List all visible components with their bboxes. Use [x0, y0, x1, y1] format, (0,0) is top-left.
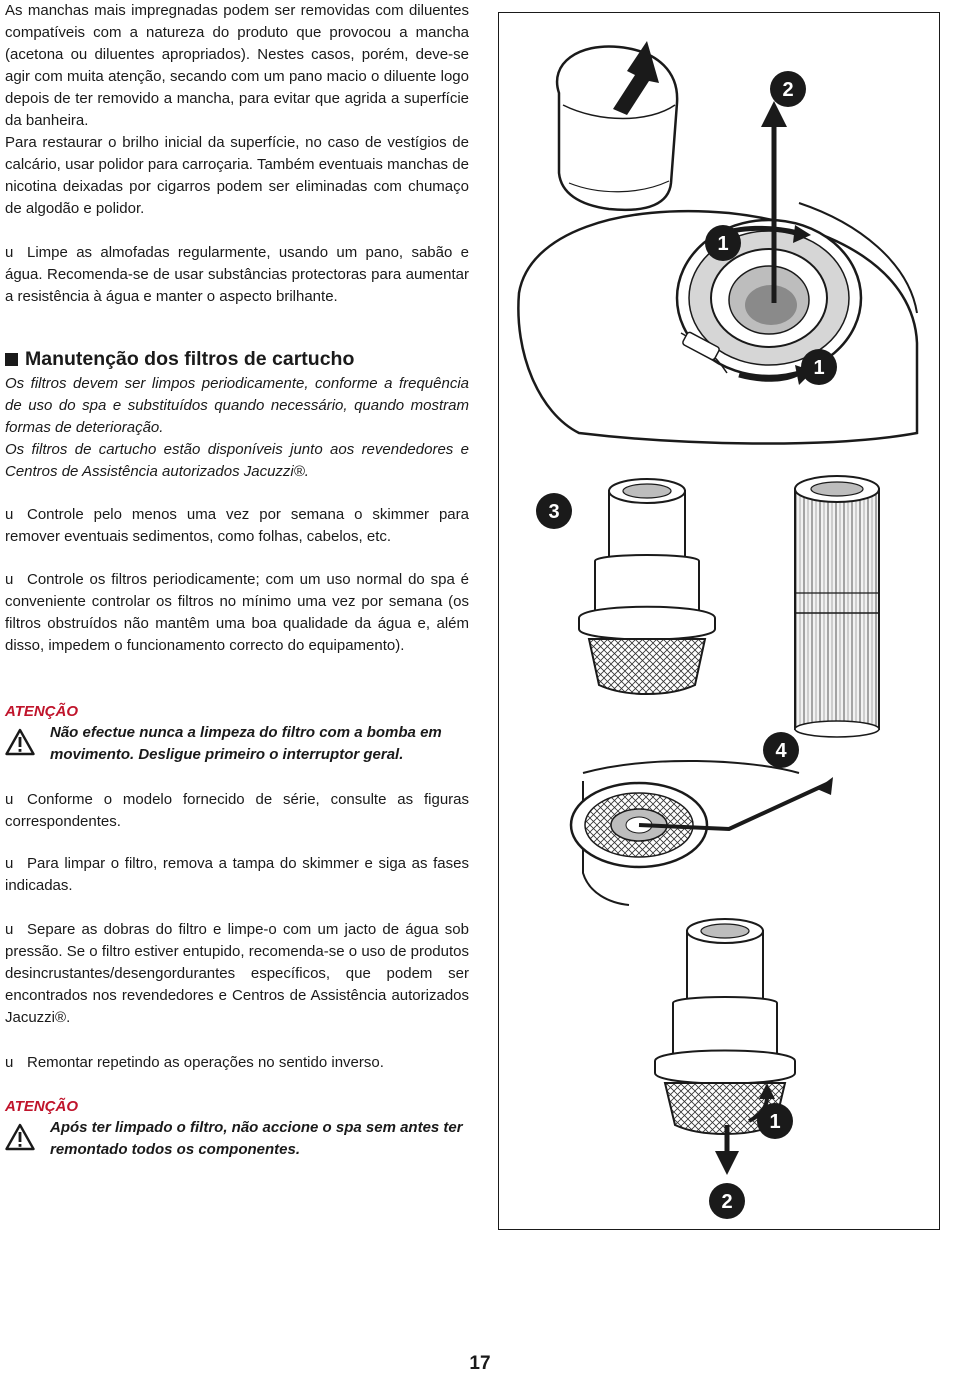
- bullet-marker: u: [5, 921, 14, 938]
- warning-text-1: Não efectue nunca a limpeza do filtro com a bomba em movimento. Desligue primeiro o interruptor geral.: [50, 724, 442, 763]
- step-badge-label: 1: [813, 357, 825, 379]
- bullet-models: [5, 789, 469, 833]
- step-badge-1-top: [703, 223, 743, 263]
- warning-triangle-icon: [5, 728, 35, 756]
- step-badge-2-top: [768, 69, 808, 109]
- step-badge-4: [761, 730, 801, 770]
- bullet-clean-filter: [5, 919, 469, 1029]
- section-title: Manutenção dos filtros de cartucho: [25, 348, 355, 370]
- step-badge-2-bottom: [707, 1181, 747, 1221]
- paragraph-stains: As manchas mais impregnadas podem ser removidas com diluentes compatíveis com a natureza do produto que provocou a mancha (acetona ou diluentes apropriados). Nestes casos, porém, deve-se agir com muita atenção, secando com um pano macio o diluente logo depois de ter removido a mancha, para evitar que agrida a superfície da banheira.: [5, 2, 469, 129]
- step-badge-label: 3: [548, 501, 560, 523]
- bullet-text: Controle pelo menos uma vez por semana o skimmer para remover eventuais sedimentos, como folhas, cabelos, etc.: [5, 506, 469, 545]
- section-intro-1: Os filtros devem ser limpos periodicamente, conforme a frequência de uso do spa e substituídos quando necessário, quando mostram formas de deterioração.: [5, 375, 469, 436]
- warning-label: ATENÇÃO: [5, 703, 79, 720]
- warning-text-2: Após ter limpado o filtro, não accione o spa sem antes ter remontado todos os componentes.: [50, 1119, 463, 1158]
- bullet-text: Conforme o modelo fornecido de série, consulte as figuras correspondentes.: [5, 791, 469, 830]
- bullet-marker: u: [5, 791, 14, 808]
- section-heading: [5, 346, 354, 372]
- bullet-marker: u: [5, 855, 14, 872]
- paragraph-polish: Para restaurar o brilho inicial da superfície, no caso de vestígios de calcário, usar polidor para carroçaria. Também eventuais manchas de nicotina deixadas por cigarros podem ser eliminadas com chumaço de algodão e polidor.: [5, 134, 469, 217]
- bullet-remove-cover: [5, 853, 469, 897]
- bullet-marker: u: [5, 1054, 14, 1071]
- bullet-text: Remontar repetindo as operações no sentido inverso.: [27, 1054, 384, 1071]
- bullet-text: Para limpar o filtro, remova a tampa do skimmer e siga as fases indicadas.: [5, 855, 469, 894]
- warning-label: ATENÇÃO: [5, 1098, 79, 1115]
- step-badge-label: 1: [717, 233, 729, 255]
- step-badge-1-mid: [799, 347, 839, 387]
- figure-drawing: [499, 13, 939, 1229]
- bullet-check-filters: [5, 569, 469, 657]
- bullet-text: Limpe as almofadas regularmente, usando um pano, sabão e água. Recomenda-se de usar substâncias protectoras para aumentar a resistência à água e manter o aspecto brilhante.: [5, 244, 469, 305]
- skimmer-clean-illustration: [571, 761, 833, 905]
- bullet-marker: u: [5, 571, 14, 588]
- bullet-reassemble: [5, 1052, 469, 1074]
- step-badge-label: 2: [721, 1191, 733, 1213]
- section-intro-2: Os filtros de cartucho estão disponíveis junto aos revendedores e Centros de Assistência autorizados Jacuzzi®.: [5, 441, 469, 480]
- bullet-text: Controle os filtros periodicamente; com um uso normal do spa é conveniente controlar os filtros no mínimo uma vez por semana (os filtros obstruídos não mantêm uma boa qualidade da água e, além disso, impedem o funcionamento correcto do equipamento).: [5, 571, 469, 654]
- bullet-marker: u: [5, 506, 14, 523]
- bullet-skimmer: [5, 504, 469, 548]
- step-badge-1-bottom: [755, 1101, 795, 1141]
- page-number: 17: [469, 1353, 491, 1374]
- step-badge-label: 2: [782, 79, 794, 101]
- step-badge-label: 1: [769, 1111, 781, 1133]
- warning-triangle-icon: [5, 1123, 35, 1151]
- filter-maintenance-figure: [498, 12, 940, 1230]
- square-bullet-icon: [5, 353, 18, 366]
- step-badge-3: [534, 491, 574, 531]
- bullet-marker: u: [5, 244, 14, 261]
- filter-cartridge-illustration: [579, 476, 879, 737]
- paragraph-cushions: [5, 242, 469, 308]
- bullet-text: Separe as dobras do filtro e limpe-o com um jacto de água sob pressão. Se o filtro estiver entupido, recomenda-se o uso de produtos desincrustantes/desengordurantes específicos, que podem ser encontrados nos revendedores e Centros de Assistência autorizados Jacuzzi®.: [5, 921, 469, 1026]
- step-badge-label: 4: [775, 740, 787, 762]
